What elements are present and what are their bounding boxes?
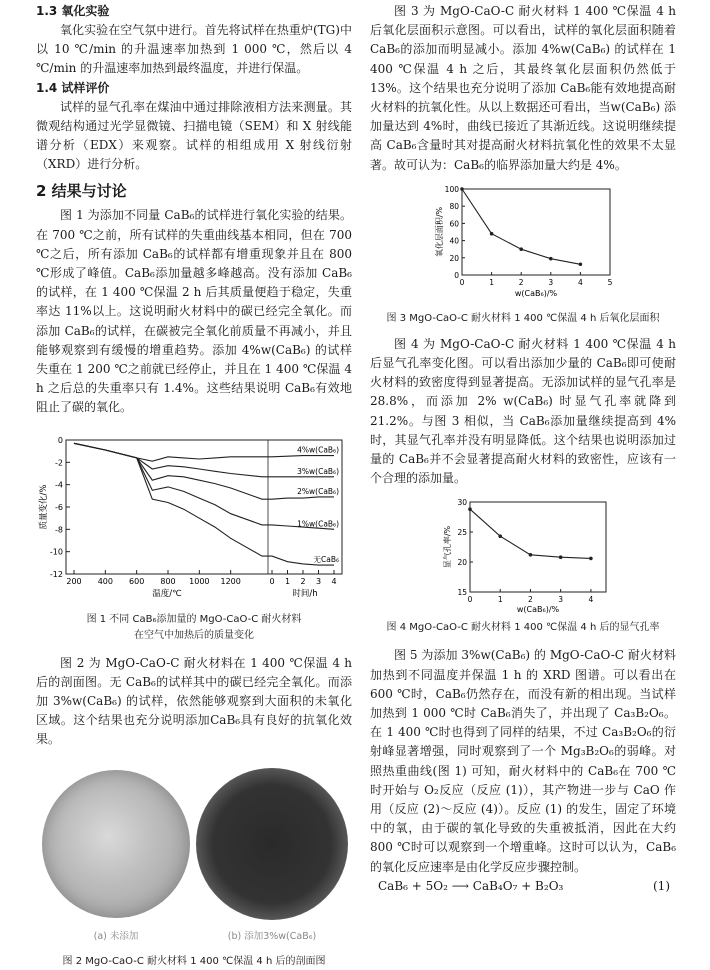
figure-1-y-tick-label: -4	[55, 480, 63, 490]
section-1-3-heading: 1.3 氧化实验	[36, 4, 110, 18]
figure-3-x-tick-label: 2	[518, 277, 524, 287]
figure-4-series-line	[470, 510, 591, 559]
figure-1-series-label: 4%w(CaB₆)	[297, 445, 339, 455]
left-column	[36, 0, 352, 970]
figure-1-series-line	[74, 443, 334, 477]
figure-1-frame	[66, 440, 342, 574]
figure-1-time-tick-label: 2	[300, 576, 306, 586]
figure-3-data-point	[460, 187, 464, 191]
figure-4-data-point	[589, 557, 593, 561]
photo-label-a: (a) 未添加	[93, 930, 139, 942]
figure-1-y-tick-label: 0	[57, 435, 63, 445]
figure-3-x-tick-label: 1	[489, 277, 494, 287]
figure-1-x-tick-label: 600	[129, 576, 145, 586]
figure-1-time-tick-label: 1	[284, 576, 291, 586]
figure-1-time-tick-label: 4	[331, 576, 337, 586]
figure-1-y-tick-label: -8	[55, 524, 63, 534]
figure-4-frame	[470, 502, 606, 592]
figure-1-y-tick-label: -2	[55, 457, 63, 467]
figure-1-time-tick-label: 3	[315, 576, 322, 586]
figure-4-y-tick-label: 20	[457, 558, 467, 568]
figure-4-y-tick-label: 15	[457, 588, 467, 598]
photo-label-b: (b) 添加3%w(CaB₆)	[227, 930, 317, 942]
section-1-4-heading: 1.4 试样评价	[36, 80, 110, 95]
figure-4-y-tick-label: 30	[457, 498, 467, 508]
figure-3-y-tick-label: 60	[449, 219, 459, 229]
figure-3-description: 图 3 为 MgO-CaO-C 耐火材料 1 400 ℃保温 4 h 后氧化层面积示意图。可以看出，试样的氧化层面积随着 CaB₆的添加而明显减小。添加 4%w(CaB₆) 的试样在 1 400 ℃保温 4 h 之后，其最终氧化层面积仍然低于 13%。这个结果也充分说明了添加 CaB₆能有效地提高耐火材料的抗氧化性。从以上数据还可看出，当w(CaB₆) 添加量达到 4%时，曲线已接近了其渐近线。这说明继续提高 CaB₆含量时其对提高耐火材料抗氧化性的效果不太显著。故可认为：CaB₆的临界添加量大约是 4%。	[370, 4, 676, 172]
figure-3-y-tick-label: 40	[449, 236, 459, 246]
figure-1-y-tick-label: -6	[55, 502, 63, 512]
figure-3-x-tick-label: 3	[548, 277, 554, 287]
figure-4-caption: 图 4 MgO-CaO-C 耐火材料 1 400 ℃保温 4 h 后的显气孔率	[386, 622, 660, 634]
figure-1-series-label: 2%w(CaB₆)	[297, 486, 339, 496]
figure-4-x-tick-label: 2	[528, 595, 533, 605]
figure-3-y-label: 氧化层面积/%	[435, 206, 444, 257]
figure-4-y-tick-label: 25	[457, 528, 467, 538]
figure-2	[36, 764, 352, 950]
figure-3-series-line	[462, 189, 580, 264]
figure-4-x-tick-label: 1	[497, 595, 503, 605]
figure-3	[370, 181, 676, 303]
figure-3-data-point	[579, 262, 583, 266]
figure-2-caption: 图 2 MgO-CaO-C 耐火材料 1 400 ℃保温 4 h 后的剖面图	[62, 955, 326, 967]
figure-4-data-point	[559, 556, 563, 560]
figure-1-time-tick-label: 0	[269, 576, 275, 586]
figure-3-y-tick-label: 80	[449, 202, 459, 212]
equation-1	[370, 877, 676, 895]
figure-1-caption-line-1: 图 1 不同 CaB₆添加量的 MgO-CaO-C 耐火材料	[86, 613, 302, 625]
figure-4-data-point	[498, 535, 502, 539]
figure-3-y-tick-label: 0	[454, 270, 459, 280]
equation-1-formula: CaB₆ + 5O₂ ⟶ CaB₄O₇ + B₂O₃	[378, 878, 564, 893]
photo-no-additive	[42, 770, 190, 918]
photo-with-cab6	[196, 768, 348, 920]
figure-1-x-tick-label: 800	[160, 576, 176, 586]
section-1-3-text: 氧化实验在空气氛中进行。首先将试样在热重炉(TG)中以 10 ℃/min 的升温速率加热到 1 000 ℃，然后以 4 ℃/min 的升温速率加热到最终温度，并进行保温。	[36, 23, 352, 76]
figure-4-data-point	[529, 553, 533, 557]
section-2-paragraph-1: 图 1 为添加不同量 CaB₆的试样进行氧化实验的结果。在 700 ℃之前，所有试样的失重曲线基本相同，但在 700 ℃之后，所有添加 CaB₆的试样都有增重现象并且在 800 ℃形成了峰值。CaB₆添加量越多峰越高。没有添加 CaB₆的试样，在 1 400 ℃保温 2 h 后其质量便趋于稳定，失重率达 11%以上。这说明耐火材料中的碳已经完全氧化。而添加 CaB₆的试样，在碳被完全氧化前质量不再减小，并且能够观察到有缓慢的增重趋势。添加 4%w(CaB₆) 的试样失重在 1 200 ℃之前就已经停止，并且在 1 400 ℃保温 4 h 之后总的失重率只有 1.4%。这些结果说明 CaB₆有效地阻止了碳的氧化。	[36, 208, 352, 415]
figure-1-series-label: 1%w(CaB₆)	[297, 518, 339, 528]
figure-1-x-tick-label: 400	[97, 576, 113, 586]
figure-2-description: 图 2 为 MgO-CaO-C 耐火材料在 1 400 ℃保温 4 h 后的剖面图。无 CaB₆的试样其中的碳已经完全氧化。而添加 3%w(CaB₆) 的试样，依然能够观察到大面积的未氧化区域。这个结果也充分说明添加CaB₆具有良好的抗氧化效果。	[36, 655, 352, 747]
figure-1-chart	[36, 434, 352, 602]
figure-4-x-label: w(CaB₆)/%	[516, 605, 560, 615]
figure-1-x-label-time: 时间/h	[292, 588, 318, 599]
figure-3-x-tick-label: 0	[459, 277, 465, 287]
figure-3-frame	[462, 189, 610, 275]
right-column	[370, 0, 676, 895]
figure-4-x-tick-label: 0	[467, 595, 473, 605]
figure-1-x-tick-label: 1000	[189, 576, 210, 586]
figure-3-chart	[370, 181, 676, 303]
section-2-heading: 2 结果与讨论	[36, 182, 127, 201]
figure-1-y-tick-label: -10	[49, 547, 63, 557]
figure-4-data-point	[468, 508, 472, 512]
figure-5-description: 图 5 为添加 3%w(CaB₆) 的 MgO-CaO-C 耐火材料加热到不同温度并保温 1 h 的 XRD 图谱。可以看出在 600 ℃时，CaB₆仍然存在，而没有新的相出现。当试样加热到 1 000 ℃时 CaB₆消失了，并出现了 Ca₃B₂O₆。在 1 400 ℃时也得到了同样的结果，不过 Ca₃B₂O₆的衍射峰显著增强，同时观察到了一个 Mg₃B₂O₆的弱峰。对照热重曲线(图 1) 可知，耐火材料中的 CaB₆在 700 ℃时开始与 O₂反应（反应 (1)），其产物进一步与 CaO 作用（反应 (2)～反应 (4)）。反应 (1) 的发生，固定了环境中的氧，由于碳的氧化导致的失重被抵消，因此在大约 800 ℃时可以观察到一个增重峰。这时可以认为，CaB₆的氧化反应速率是由化学反应步骤控制。	[370, 648, 676, 874]
figure-4	[370, 494, 676, 614]
figure-1-series-line	[74, 443, 334, 565]
figure-3-data-point	[519, 247, 523, 251]
figure-3-data-point	[549, 257, 553, 261]
figure-3-x-tick-label: 4	[578, 277, 583, 287]
figure-4-x-tick-label: 3	[558, 595, 564, 605]
section-1-4-text: 试样的显气孔率在煤油中通过排除液相方法来测量。其微观结构通过光学显微镜、扫描电镜（SEM）和 X 射线能谱分析（EDX）来观察。试样的相组成用 X 射线衍射（XRD）进行分析。	[36, 99, 352, 172]
figure-1-y-tick-label: -12	[49, 569, 63, 579]
figure-3-x-label: w(CaB₆)/%	[514, 288, 558, 298]
figure-4-chart	[370, 494, 676, 614]
figure-3-data-point	[490, 232, 494, 236]
figure-3-y-tick-label: 20	[449, 253, 459, 263]
figure-1-caption-line-2: 在空气中加热后的质量变化	[134, 629, 254, 641]
equation-1-number: (1)	[653, 878, 670, 893]
figure-1-series-label: 3%w(CaB₆)	[297, 466, 339, 476]
figure-1-x-tick-label: 1200	[220, 576, 241, 586]
figure-4-y-label: 显气孔率/%	[443, 526, 452, 569]
figure-1-x-tick-label: 200	[66, 576, 82, 586]
figure-3-x-tick-label: 5	[607, 277, 613, 287]
figure-3-y-tick-label: 100	[444, 184, 459, 194]
figure-1-x-label-temp: 温度/℃	[152, 588, 182, 599]
figure-1-y-label: 质量变化/%	[39, 484, 49, 530]
figure-1-series-label: 无CaB₆	[313, 554, 339, 564]
figure-4-description: 图 4 为 MgO-CaO-C 耐火材料 1 400 ℃保温 4 h 后显气孔率变化图。可以看出添加少量的 CaB₆即可使耐火材料的致密度得到显著提高。无添加试样的显气孔率是 28.8%，而添加 2% w(CaB₆) 时显气孔率就降到 21.2%。与图 3 相似，当 CaB₆添加量继续提高到 4%时，其显气孔率并没有明显降低。这个结果也说明添加过量的 CaB₆并不会显著提高耐火材料的致密性，应该有一个合理的添加量。	[370, 336, 676, 486]
figure-4-x-tick-label: 4	[588, 595, 594, 605]
figure-1	[36, 434, 352, 602]
figure-3-caption: 图 3 MgO-CaO-C 耐火材料 1 400 ℃保温 4 h 后氧化层面积	[386, 312, 660, 324]
